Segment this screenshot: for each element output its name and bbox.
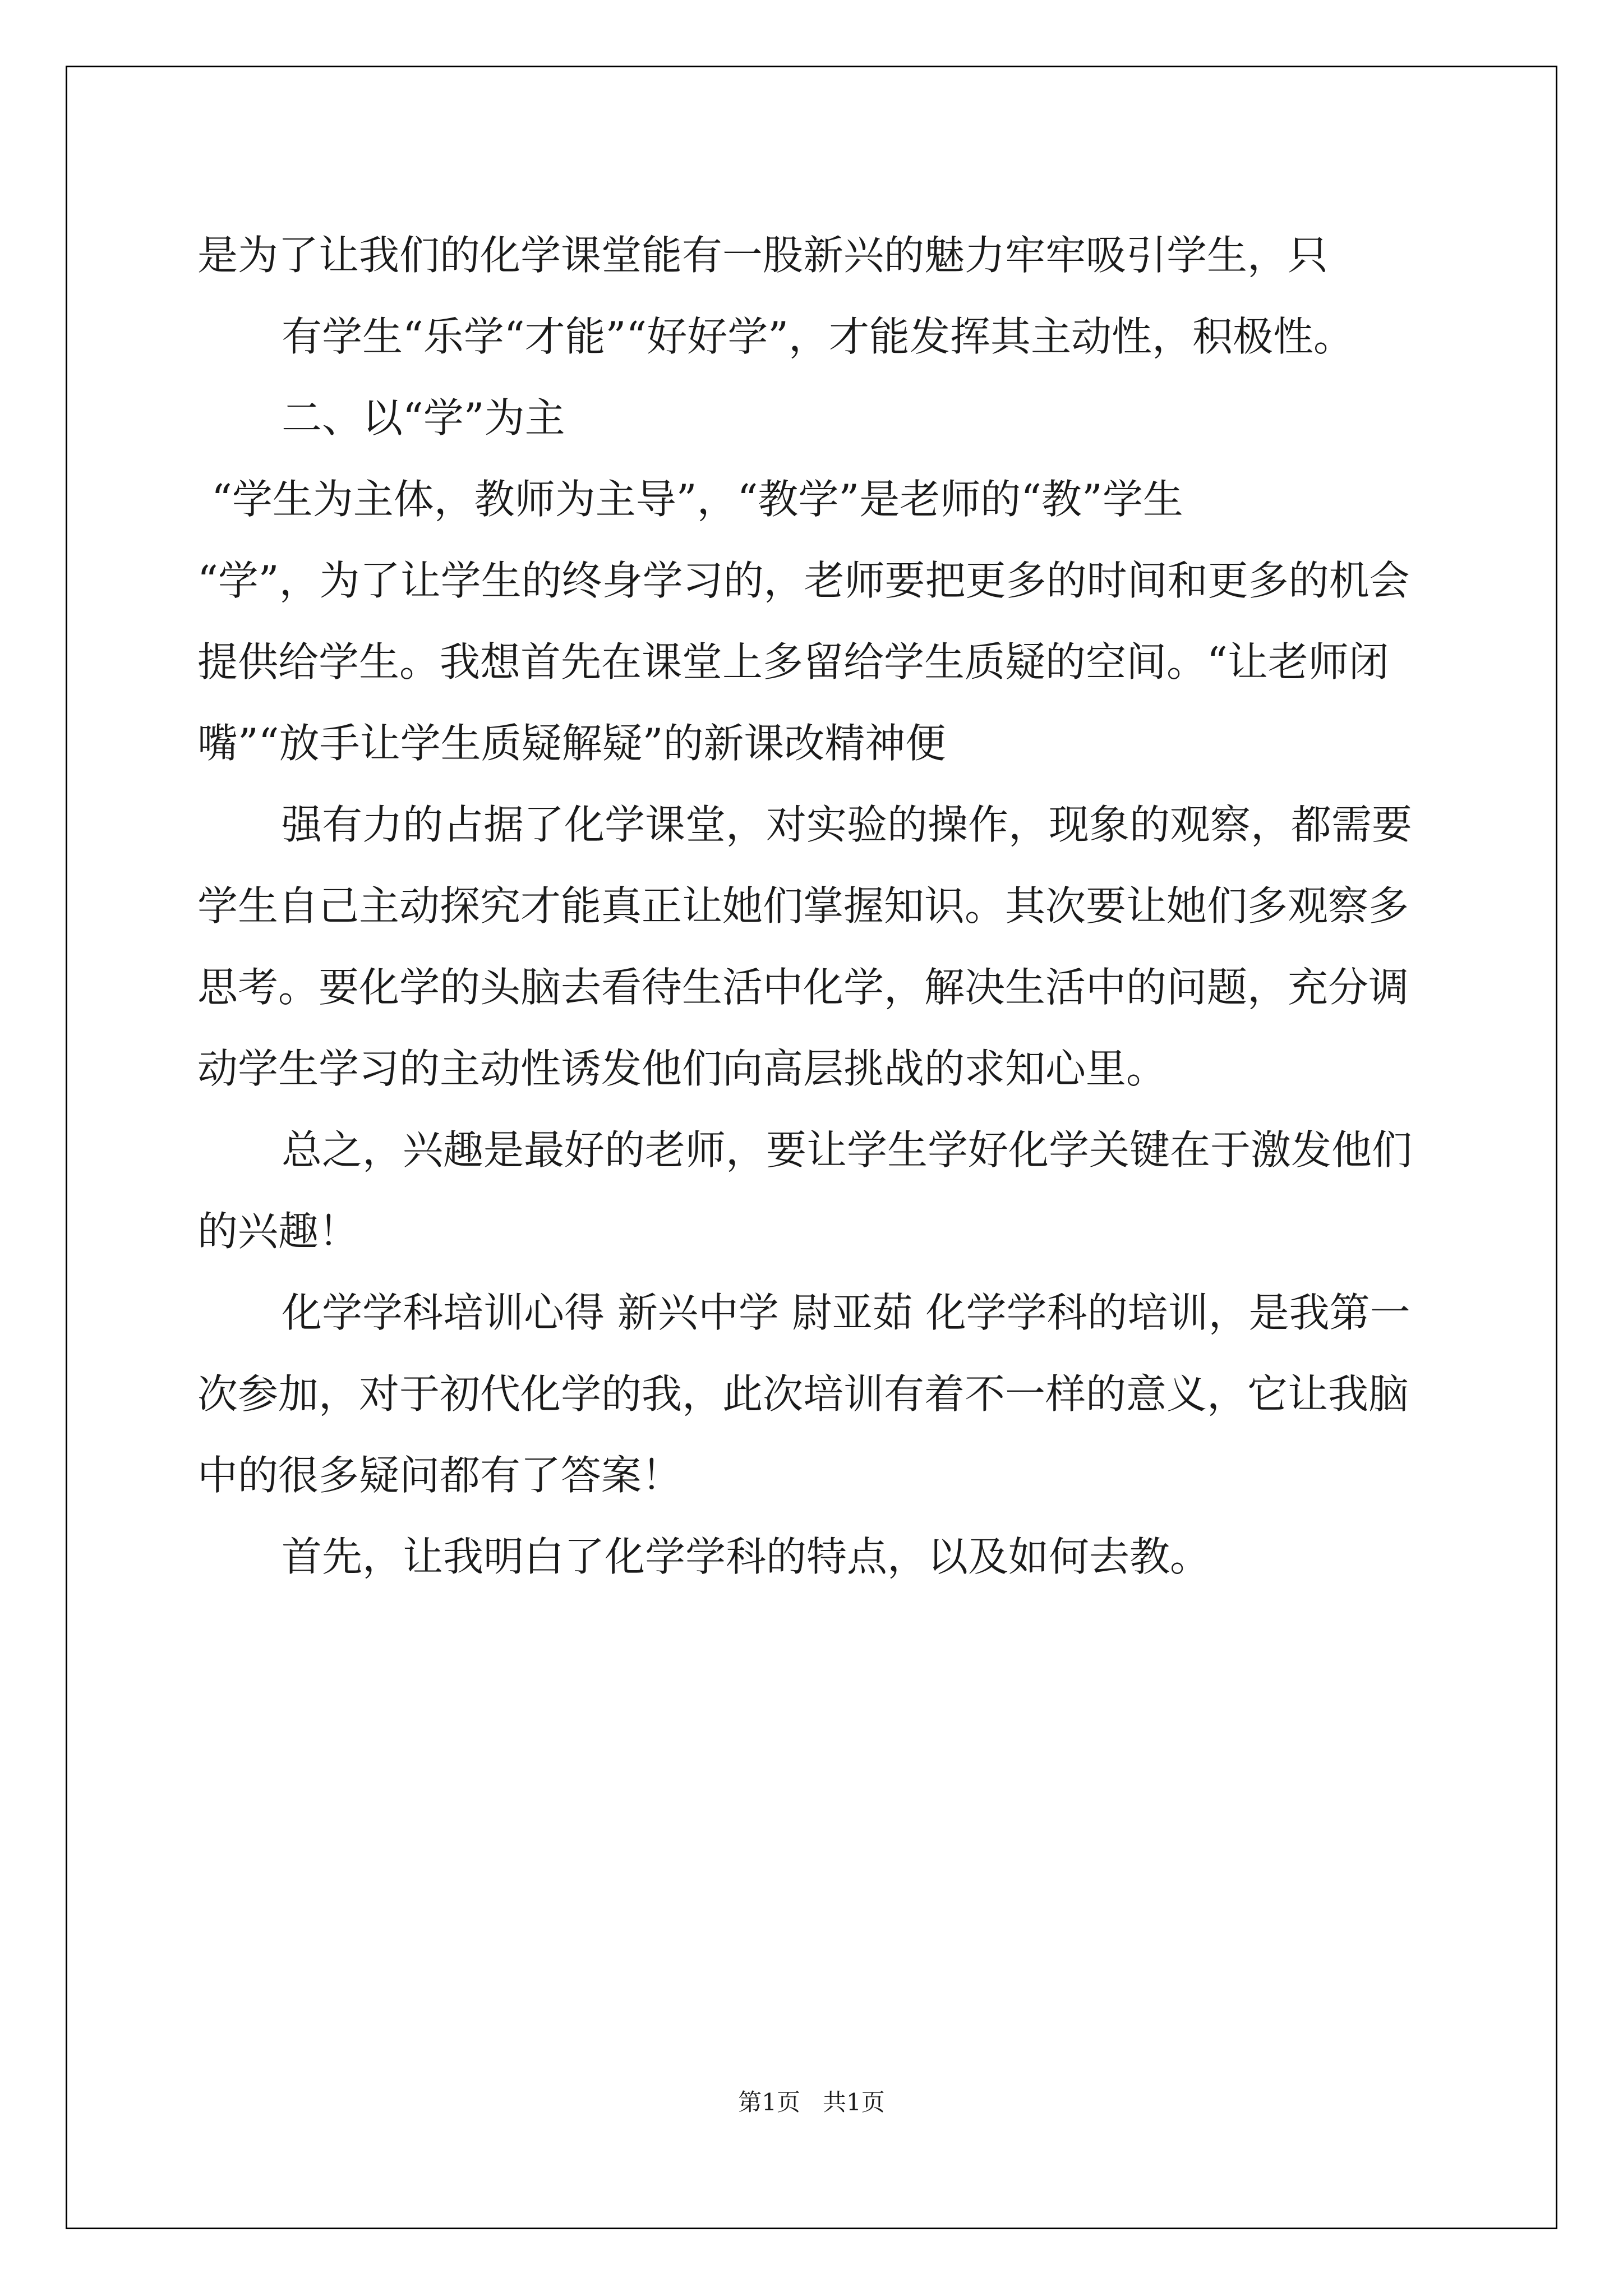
- text-line: 总之，兴趣是最好的老师，要让学生学好化学关键在于激发他们: [282, 1126, 1413, 1174]
- page-total: 共1页: [823, 2088, 885, 2116]
- text-line: “学生为主体，教师为主导”，“教学”是老师的“教”学生: [211, 476, 1183, 523]
- text-line: 的兴趣！: [197, 1208, 359, 1255]
- text-line: 是为了让我们的化学课堂能有一股新兴的魅力牢牢吸引学生，只: [197, 232, 1329, 279]
- text-line: 强有力的占据了化学课堂，对实验的操作，现象的观察，都需要: [282, 801, 1413, 848]
- text-line: 首先，让我明白了化学学科的特点，以及如何去教。: [282, 1533, 1211, 1580]
- section-heading: 二、以“学”为主: [282, 394, 565, 441]
- text-line: 学生自己主动探究才能真正让她们掌握知识。其次要让她们多观察多: [197, 882, 1409, 930]
- text-line: 中的很多疑问都有了答案！: [197, 1452, 683, 1499]
- text-line: 动学生学习的主动性诱发他们向高层挑战的求知心里。: [197, 1045, 1167, 1092]
- text-line: 思考。要化学的头脑去看待生活中化学，解决生活中的问题，充分调: [197, 964, 1409, 1011]
- page-number: 第1页: [738, 2088, 800, 2116]
- text-line: 次参加，对于初代化学的我，此次培训有着不一样的意义，它让我脑: [197, 1370, 1409, 1418]
- text-line: 提供给学生。我想首先在课堂上多留给学生质疑的空间。“让老师闭: [197, 638, 1389, 685]
- page-footer: [0, 2084, 1623, 2118]
- text-line: 化学学科培训心得 新兴中学 尉亚茹 化学学科的培训，是我第一: [282, 1289, 1410, 1336]
- text-line: “学”，为了让学生的终身学习的，老师要把更多的时间和更多的机会: [197, 557, 1410, 604]
- text-line: 有学生“乐学“才能”“好好学”，才能发挥其主动性，积极性。: [282, 313, 1354, 360]
- text-line: 嘴”“放手让学生质疑解疑”的新课改精神便: [197, 720, 946, 767]
